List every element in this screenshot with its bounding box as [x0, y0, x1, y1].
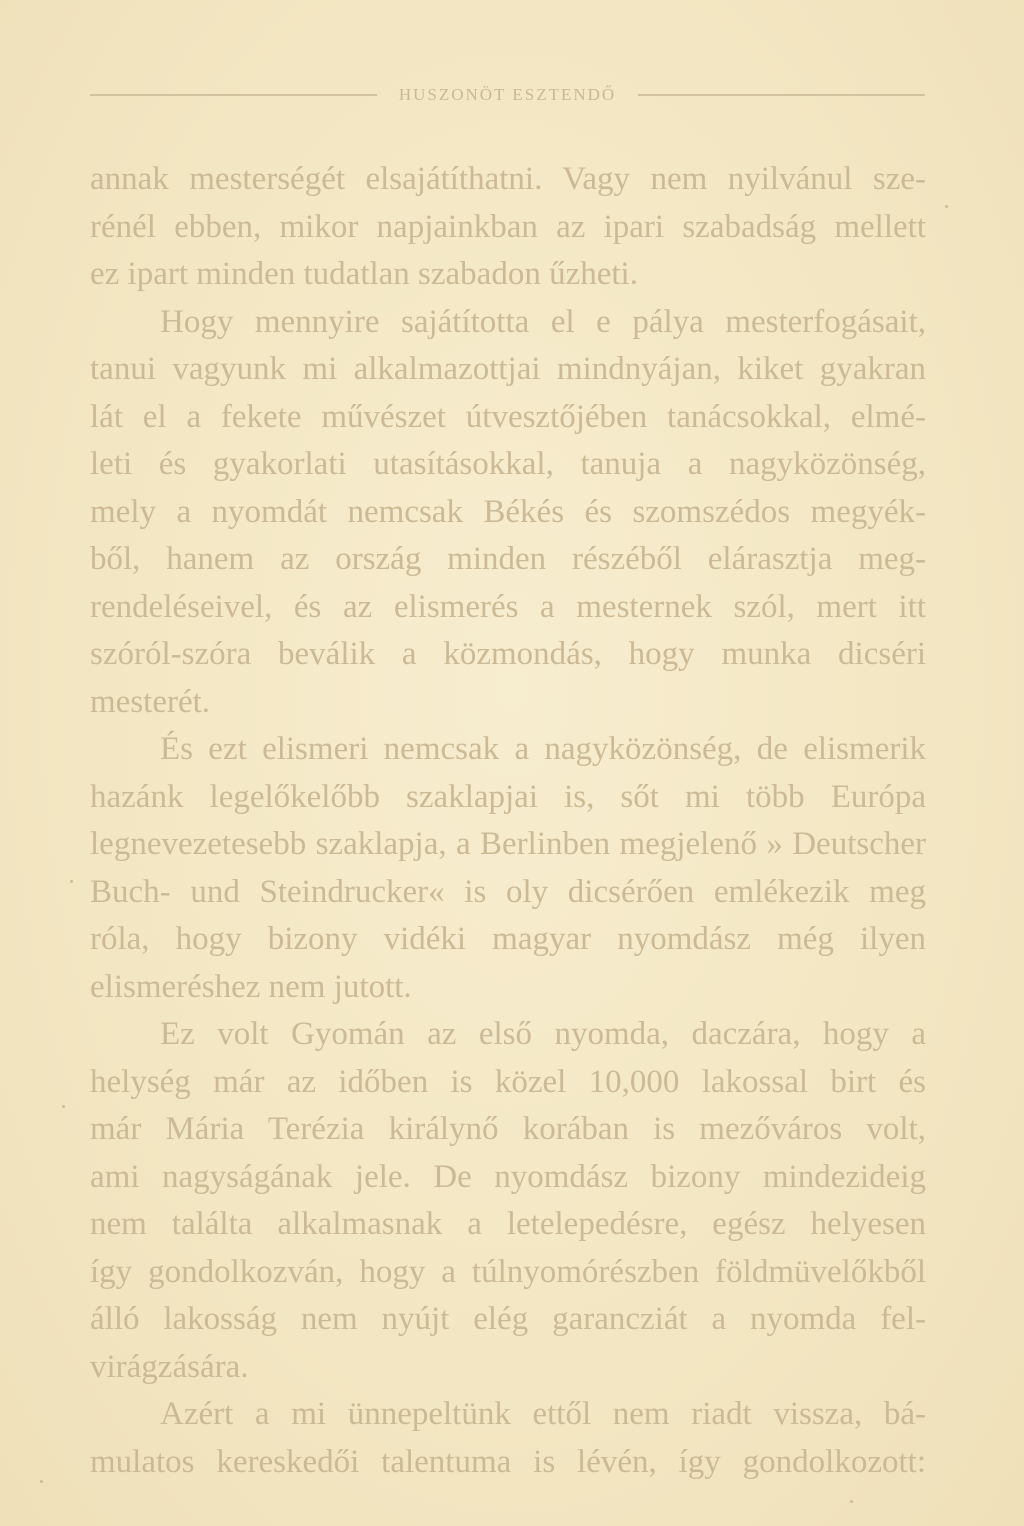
text-line: mulatos kereskedői talentuma is lévén, így gondolkozott: [90, 1443, 926, 1480]
text-line: rénél ebben, mikor napjainkban az ipari szabadság mellett [90, 208, 926, 245]
text-line: leti és gyakorlati utasításokkal, tanuja a nagyközönség, [90, 446, 926, 482]
text-line: mely a nyomdát nemcsak Békés és szomszédos megyék- [90, 493, 926, 530]
paper-speck [40, 1480, 43, 1483]
running-head [90, 80, 925, 110]
text-line: róla, hogy bizony vidéki magyar nyomdász még ilyen [90, 921, 926, 957]
text-line: legnevezetesebb szaklapja, a Berlinben megjelenő » Deutscher [90, 826, 926, 862]
text-line: lát el a fekete művészet útvesztőjében tanácsokkal, elmé- [90, 398, 926, 435]
text-line: Azért a mi ünnepeltünk ettől nem riadt vissza, bá- [160, 1396, 926, 1432]
text-line: szóról-szóra beválik a közmondás, hogy munka dicséri [90, 636, 926, 672]
body-text [90, 156, 926, 1486]
text-line: már Mária Terézia királynő korában is mezőváros volt, [90, 1111, 926, 1147]
text-line: ből, hanem az ország minden részéből elárasztja meg- [90, 541, 926, 577]
paper-speck [850, 1500, 853, 1503]
text-line: ez ipart minden tudatlan szabadon űzheti. [90, 256, 638, 292]
text-line: virágzására. [90, 1348, 249, 1385]
text-line: tanui vagyunk mi alkalmazottjai mindnyájan, kiket gyakran [90, 351, 926, 387]
paper-speck [945, 205, 948, 208]
paper-speck [62, 1105, 65, 1108]
text-line: helység már az időben is közel 10,000 lakossal birt és [90, 1063, 926, 1100]
text-line: így gondolkozván, hogy a túlnyomórészben földmüvelőkből [90, 1253, 926, 1290]
text-line: Ez volt Gyomán az első nyomda, daczára, hogy a [160, 1016, 926, 1052]
header-rule-left [90, 94, 377, 96]
paper-speck [70, 880, 73, 883]
text-line: mesterét. [90, 683, 211, 720]
text-line: álló lakosság nem nyújt elég garancziát a nyomda fel- [90, 1301, 926, 1337]
header-rule-right [638, 94, 925, 96]
text-line: nem találta alkalmasnak a letelepedésre, egész helyesen [90, 1206, 926, 1242]
text-line: És ezt elismeri nemcsak a nagyközönség, de elismerik [160, 731, 926, 767]
text-line: rendeléseivel, és az elismerés a mesternek szól, mert itt [90, 588, 926, 625]
text-line: elismeréshez nem jutott. [90, 968, 412, 1005]
text-line: annak mesterségét elsajátíthatni. Vagy nem nyilvánul sze- [90, 161, 926, 197]
running-title: HUSZONÖT ESZTENDŐ [398, 85, 617, 104]
text-line: ami nagyságának jele. De nyomdász bizony mindezideig [90, 1158, 926, 1195]
text-line: hazánk legelőkelőbb szaklapjai is, sőt mi több Európa [90, 778, 926, 815]
text-line: Buch- und Steindrucker« is oly dicsérően emlékezik meg [90, 873, 926, 910]
text-line: Hogy mennyire sajátította el e pálya mesterfogásait, [160, 303, 926, 340]
